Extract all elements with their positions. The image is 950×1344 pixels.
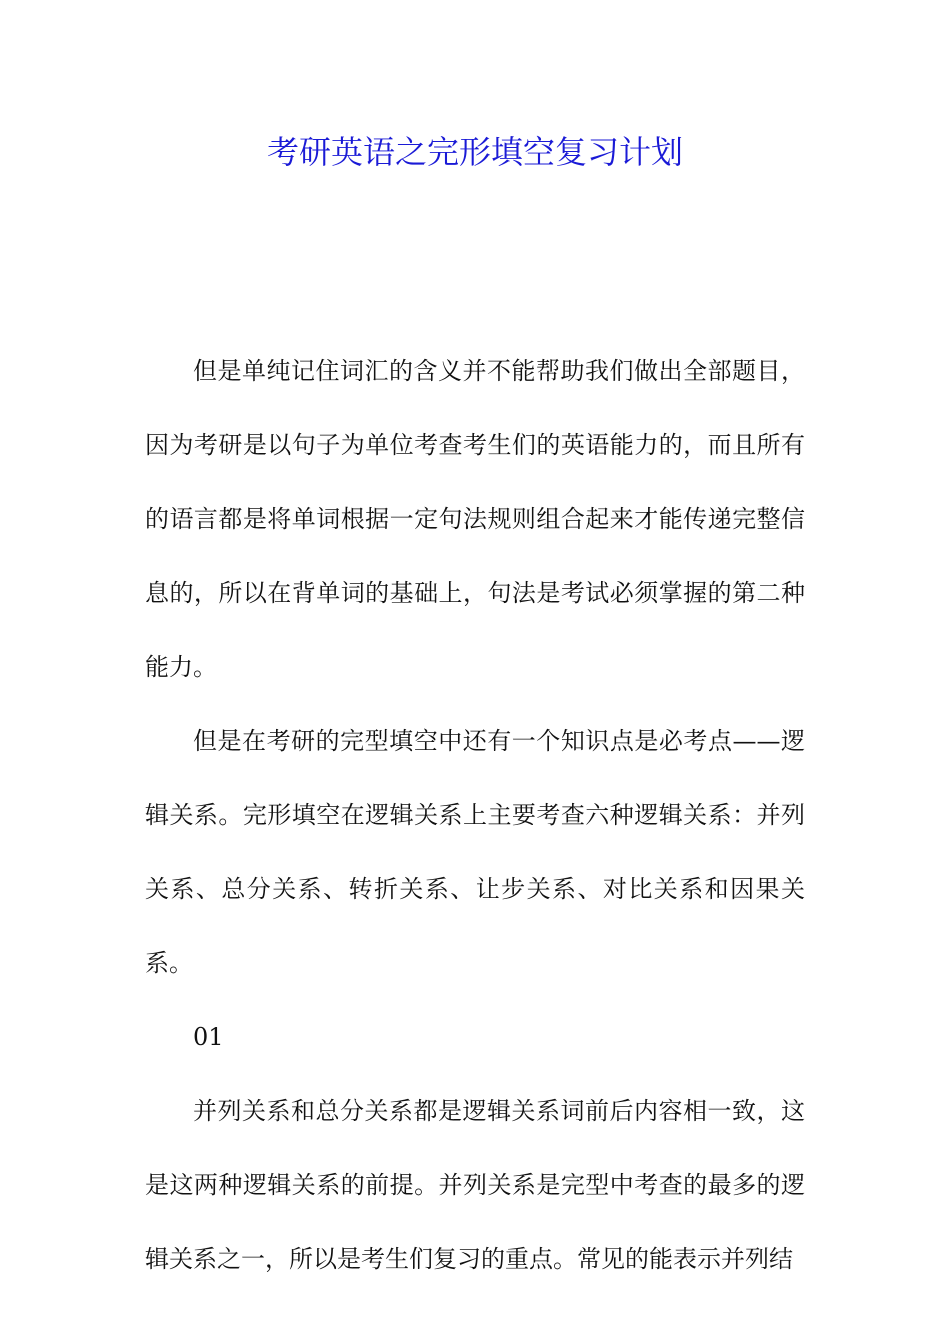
document-body (145, 334, 805, 1296)
paragraph-2: 但是在考研的完型填空中还有一个知识点是必考点——逻辑关系。完形填空在逻辑关系上主要考查六种逻辑关系：并列关系、总分关系、转折关系、让步关系、对比关系和因果关系。 (145, 727, 805, 977)
paragraph-3: 并列关系和总分关系都是逻辑关系词前后内容相一致，这是这两种逻辑关系的前提。并列关系是完型中考查的最多的逻辑关系之一，所以是考生们复习的重点。常见的能表示并列结 (145, 1097, 805, 1273)
paragraph-1: 但是单纯记住词汇的含义并不能帮助我们做出全部题目，因为考研是以句子为单位考查考生们的英语能力的，而且所有的语言都是将单词根据一定句法规则组合起来才能传递完整信息的，所以在背单词的基础上，句法是考试必须掌握的第二种能力。 (145, 357, 805, 681)
document-title: 考研英语之完形填空复习计划 (266, 133, 683, 171)
section-number: 01 (193, 1023, 224, 1051)
